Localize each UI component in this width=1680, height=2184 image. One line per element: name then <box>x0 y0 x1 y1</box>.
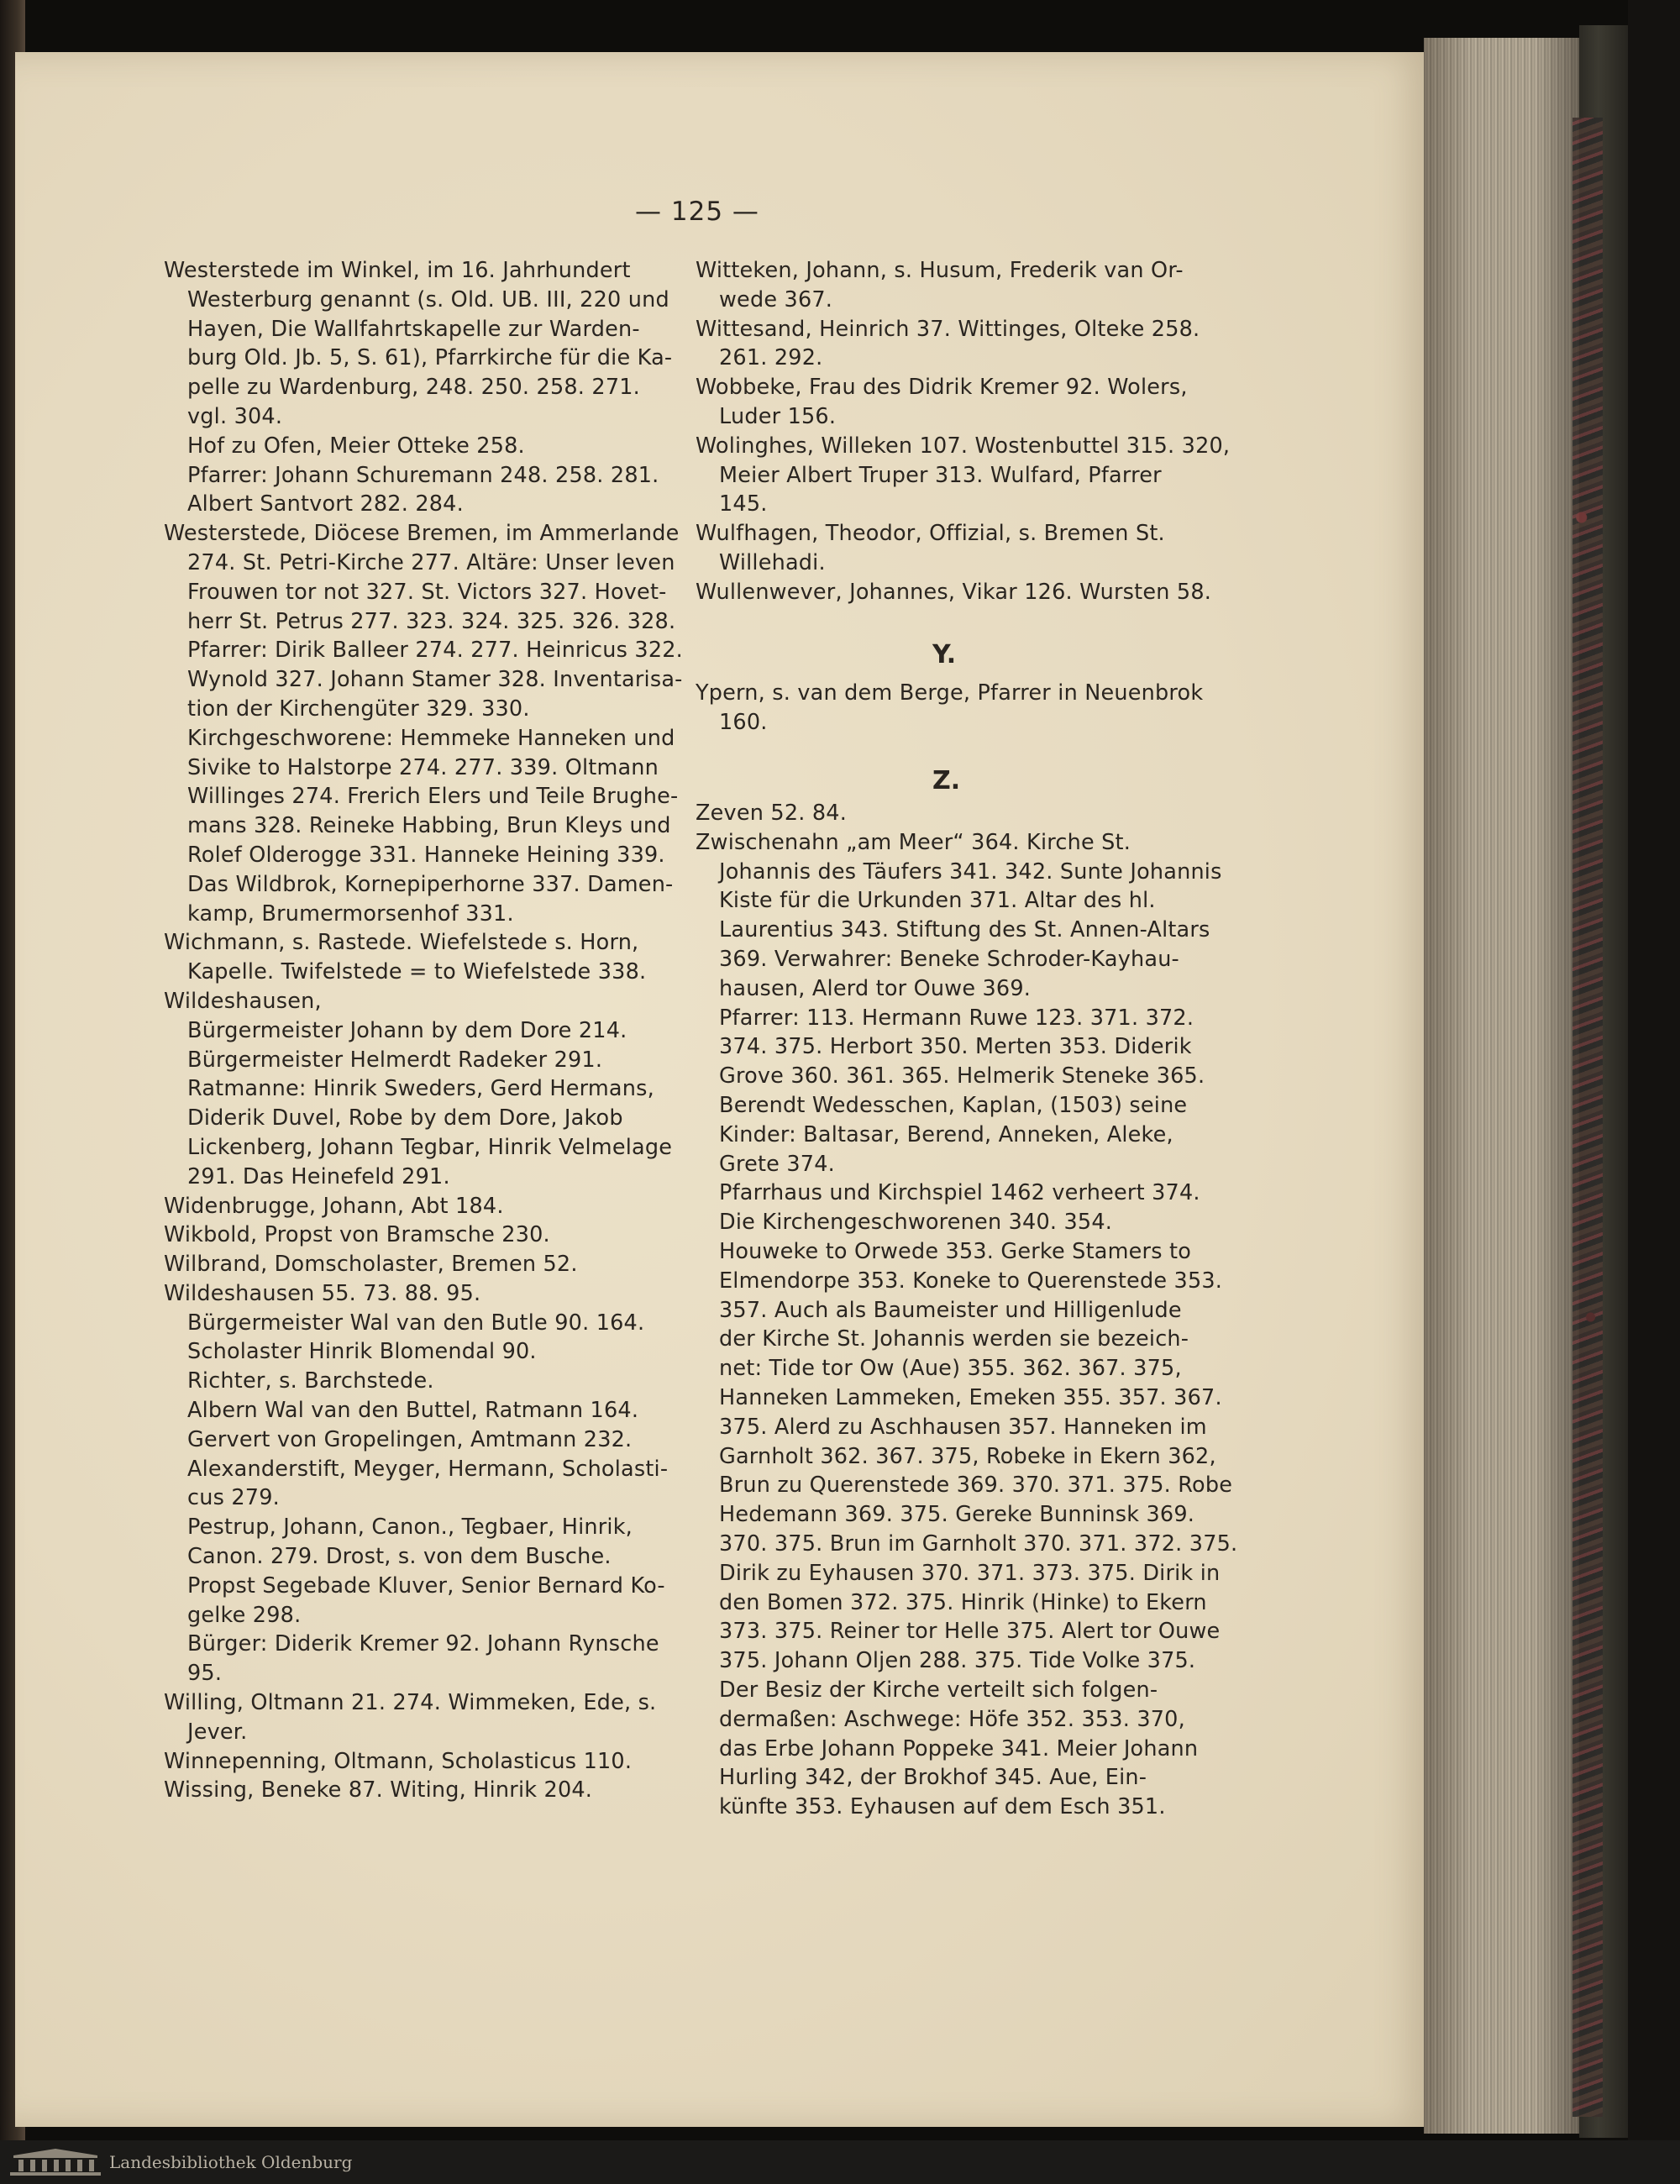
index-line: 370. 375. Brun im Garnholt 370. 371. 372. 375. <box>719 1530 1238 1557</box>
index-line: Witteken, Johann, s. Husum, Frederik van Or- <box>696 258 1184 283</box>
index-line: Kiste für die Urkunden 371. Altar des hl. <box>719 888 1156 914</box>
index-line: das Erbe Johann Poppeke 341. Meier Johann <box>719 1735 1199 1761</box>
index-line: 375. Johann Oljen 288. 375. Tide Volke 375. <box>719 1648 1196 1674</box>
index-line: Diderik Duvel, Robe by dem Dore, Jakob <box>187 1105 623 1131</box>
index-line: Willinges 274. Frerich Elers und Teile Brughe- <box>187 784 679 810</box>
index-line: 160. <box>719 709 768 735</box>
index-line: Pfarrer: 113. Hermann Ruwe 123. 371. 372. <box>719 1005 1194 1031</box>
index-line: Wichmann, s. Rastede. Wiefelstede s. Horn, <box>164 930 639 956</box>
index-line: Westerstede im Winkel, im 16. Jahrhundert <box>164 258 631 283</box>
index-line: Brun zu Querenstede 369. 370. 371. 375. Robe <box>719 1473 1233 1499</box>
index-line: pelle zu Wardenburg, 248. 250. 258. 271. <box>187 375 640 401</box>
index-line: Richter, s. Barchstede. <box>187 1368 434 1394</box>
index-line: Kapelle. Twifelstede = to Wiefelstede 338. <box>187 959 647 985</box>
index-line: Meier Albert Truper 313. Wulfard, Pfarrer <box>719 462 1162 488</box>
index-line: 369. Verwahrer: Beneke Schroder-Kayhau- <box>719 946 1179 972</box>
index-line: cus 279. <box>187 1485 280 1511</box>
section-heading-y: Y. <box>932 640 957 669</box>
index-line: Winnepenning, Oltmann, Scholasticus 110. <box>164 1748 633 1774</box>
index-column-right-z <box>696 799 1238 1822</box>
index-line: Westerstede, Diöcese Bremen, im Ammerlande <box>164 521 680 547</box>
index-line: Johannis des Täufers 341. 342. Sunte Johannis <box>719 858 1222 885</box>
index-line: herr St. Petrus 277. 323. 324. 325. 326. 328. <box>187 608 676 634</box>
index-line: Wissing, Beneke 87. Witing, Hinrik 204. <box>164 1777 593 1803</box>
index-line: Wobbeke, Frau des Didrik Kremer 92. Wolers, <box>696 375 1188 401</box>
index-line: Alexanderstift, Meyger, Hermann, Scholasti- <box>187 1456 669 1482</box>
index-line: Lickenberg, Johann Tegbar, Hinrik Velmelage <box>187 1134 673 1160</box>
index-line: Pestrup, Johann, Canon., Tegbaer, Hinrik, <box>187 1515 633 1541</box>
page-edges-shade <box>1424 38 1583 2134</box>
library-name: Landesbibliothek Oldenburg <box>109 2152 353 2172</box>
section-heading-z: Z. <box>932 766 961 795</box>
index-column-right-w <box>696 256 1231 607</box>
index-line: künfte 353. Eyhausen auf dem Esch 351. <box>719 1794 1166 1820</box>
index-line: Propst Segebade Kluver, Senior Bernard Ko- <box>187 1572 665 1599</box>
index-line: 375. Alerd zu Aschhausen 357. Hanneken im <box>719 1414 1207 1440</box>
index-line: Wynold 327. Johann Stamer 328. Inventarisa- <box>187 667 683 693</box>
index-line: Laurentius 343. Stiftung des St. Annen-Altars <box>719 917 1210 943</box>
index-line: Widenbrugge, Johann, Abt 184. <box>164 1193 504 1219</box>
index-line: Bürger: Diderik Kremer 92. Johann Rynsche <box>187 1631 659 1657</box>
index-line: mans 328. Reineke Habbing, Brun Kleys und <box>187 813 671 839</box>
index-line: Bürgermeister Wal van den Butle 90. 164. <box>187 1310 645 1336</box>
index-line: Wittesand, Heinrich 37. Wittinges, Olteke 258. <box>696 316 1200 342</box>
index-line: Willing, Oltmann 21. 274. Wimmeken, Ede, s. <box>164 1690 657 1716</box>
index-line: Pfarrhaus und Kirchspiel 1462 verheert 374. <box>719 1180 1200 1206</box>
index-line: Ratmanne: Hinrik Sweders, Gerd Hermans, <box>187 1076 654 1102</box>
index-line: Elmendorpe 353. Koneke to Querenstede 353. <box>719 1268 1223 1294</box>
index-line: Houweke to Orwede 353. Gerke Stamers to <box>719 1238 1192 1264</box>
index-line: Hurling 342, der Brokhof 345. Aue, Ein- <box>719 1765 1147 1791</box>
index-line: hausen, Alerd tor Ouwe 369. <box>719 975 1032 1001</box>
index-line: Grove 360. 361. 365. Helmerik Steneke 365. <box>719 1063 1205 1089</box>
index-line: tion der Kirchengüter 329. 330. <box>187 696 530 722</box>
index-line: Hanneken Lammeken, Emeken 355. 357. 367. <box>719 1384 1222 1410</box>
index-line: Kinder: Baltasar, Berend, Anneken, Aleke, <box>719 1121 1173 1147</box>
library-footer <box>0 2140 1680 2184</box>
index-line: 357. Auch als Baumeister und Hilligenlude <box>719 1297 1182 1323</box>
index-line: 373. 375. Reiner tor Helle 375. Alert tor Ouwe <box>719 1619 1221 1645</box>
index-line: Jever. <box>187 1719 248 1745</box>
index-line: Luder 156. <box>719 403 837 429</box>
page-number: — 125 — <box>635 197 759 227</box>
library-building-icon <box>8 2147 102 2177</box>
index-line: Willehadi. <box>719 549 826 575</box>
index-line: 291. Das Heinefeld 291. <box>187 1163 450 1189</box>
index-line: den Bomen 372. 375. Hinrik (Hinke) to Ekern <box>719 1589 1207 1615</box>
index-line: Wildeshausen 55. 73. 88. 95. <box>164 1280 481 1306</box>
index-line: vgl. 304. <box>187 403 283 429</box>
index-line: Berendt Wedesschen, Kaplan, (1503) seine <box>719 1092 1188 1118</box>
index-line: Der Besiz der Kirche verteilt sich folgen- <box>719 1677 1158 1703</box>
index-line: kamp, Brumermorsenhof 331. <box>187 900 514 927</box>
index-line: Ypern, s. van dem Berge, Pfarrer in Neuenbrok <box>696 680 1204 706</box>
index-line: 95. <box>187 1661 223 1687</box>
index-line: Frouwen tor not 327. St. Victors 327. Hovet- <box>187 579 667 605</box>
index-line: 145. <box>719 491 768 517</box>
scan-background <box>1628 0 1680 2140</box>
marbled-cover-edge <box>1572 118 1603 2117</box>
index-line: Gervert von Gropelingen, Amtmann 232. <box>187 1426 633 1452</box>
index-line: Pfarrer: Johann Schuremann 248. 258. 281. <box>187 462 659 488</box>
index-line: Garnholt 362. 367. 375, Robeke in Ekern 362, <box>719 1443 1216 1469</box>
index-line: dermaßen: Aschwege: Höfe 352. 353. 370, <box>719 1706 1185 1732</box>
index-line: Wikbold, Propst von Bramsche 230. <box>164 1222 550 1248</box>
index-line: Dirik zu Eyhausen 370. 371. 373. 375. Dirik in <box>719 1560 1221 1586</box>
index-line: Grete 374. <box>719 1151 835 1177</box>
index-line: der Kirche St. Johannis werden sie bezeich- <box>719 1326 1189 1352</box>
index-line: Wulfhagen, Theodor, Offizial, s. Bremen St. <box>696 521 1165 547</box>
index-line: 261. 292. <box>719 345 823 371</box>
index-line: Wolinghes, Willeken 107. Wostenbuttel 315. 320, <box>696 433 1231 459</box>
index-line: Hayen, Die Wallfahrtskapelle zur Warden- <box>187 316 640 342</box>
index-line: Hedemann 369. 375. Gereke Bunninsk 369. <box>719 1502 1195 1528</box>
index-line: Sivike to Halstorpe 274. 277. 339. Oltmann <box>187 754 659 780</box>
index-line: Pfarrer: Dirik Balleer 274. 277. Heinricus 322. <box>187 638 683 664</box>
index-line: Die Kirchengeschworenen 340. 354. <box>719 1210 1113 1236</box>
index-line: Canon. 279. Drost, s. von dem Busche. <box>187 1544 612 1570</box>
index-line: Albert Santvort 282. 284. <box>187 491 464 517</box>
index-line: gelke 298. <box>187 1602 302 1628</box>
index-line: Hof zu Ofen, Meier Otteke 258. <box>187 433 525 459</box>
index-line: burg Old. Jb. 5, S. 61), Pfarrkirche für die Ka- <box>187 345 673 371</box>
index-line: Zwischenahn „am Meer“ 364. Kirche St. <box>696 829 1131 855</box>
index-line: Das Wildbrok, Kornepiperhorne 337. Damen- <box>187 871 674 897</box>
index-line: Zeven 52. 84. <box>696 801 848 826</box>
index-line: net: Tide tor Ow (Aue) 355. 362. 367. 375, <box>719 1356 1182 1382</box>
index-line: wede 367. <box>719 286 833 312</box>
index-line: Scholaster Hinrik Blomendal 90. <box>187 1339 537 1365</box>
index-line: Wilbrand, Domscholaster, Bremen 52. <box>164 1252 578 1278</box>
index-line: 374. 375. Herbort 350. Merten 353. Diderik <box>719 1034 1192 1060</box>
index-line: Wullenwever, Johannes, Vikar 126. Wursten 58. <box>696 579 1212 605</box>
index-line: Bürgermeister Helmerdt Radeker 291. <box>187 1047 603 1073</box>
index-line: Bürgermeister Johann by dem Dore 214. <box>187 1017 627 1043</box>
index-column-left <box>164 256 683 1805</box>
index-line: Albern Wal van den Buttel, Ratmann 164. <box>187 1398 639 1424</box>
index-line: Rolef Olderogge 331. Hanneke Heining 339. <box>187 842 665 868</box>
index-line: Kirchgeschworene: Hemmeke Hanneken und <box>187 725 675 751</box>
index-line: 274. St. Petri-Kirche 277. Altäre: Unser leven <box>187 549 675 575</box>
index-column-right-y <box>696 679 1204 738</box>
index-line: Westerburg genannt (s. Old. UB. III, 220 und <box>187 286 669 312</box>
index-line: Wildeshausen, <box>164 988 322 1014</box>
